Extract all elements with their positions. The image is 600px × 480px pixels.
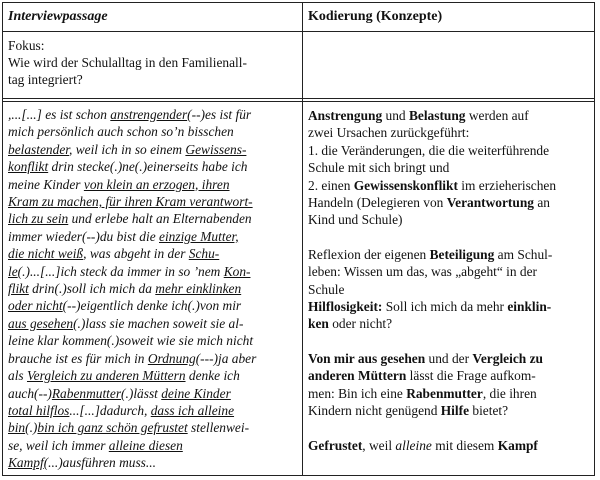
header-divider [3, 31, 594, 32]
coding-line [308, 350, 590, 367]
text-segment: Kindern nicht genügend [308, 403, 441, 419]
coding-line [308, 177, 590, 194]
text-segment: Rabenmutter [406, 385, 483, 401]
text-segment: (.) [25, 420, 38, 436]
text-segment: , weil [362, 437, 396, 453]
text-segment: an [533, 195, 550, 211]
interview-line [8, 350, 298, 367]
text-segment: Verantwortung [446, 195, 534, 211]
coding-line [308, 142, 590, 159]
text-segment: se, weil ich immer [8, 437, 109, 453]
text-segment: auch(--) [8, 385, 52, 401]
text-segment: und der [425, 350, 473, 366]
interview-line [8, 437, 298, 454]
text-segment: bietet? [469, 403, 509, 419]
paragraph-gap [308, 333, 590, 350]
coding-paragraph [308, 437, 590, 454]
header-interview-passage: Interviewpassage [8, 9, 108, 24]
text-segment: mich persönlich auch schon so’n bisschen [8, 124, 234, 140]
coding-line [308, 402, 590, 419]
focus-cell [3, 34, 302, 98]
text-segment: Schu- [188, 246, 220, 262]
text-segment: , die ihren [482, 385, 537, 401]
coding-line [308, 107, 590, 124]
text-segment: Schule [308, 281, 345, 297]
text-segment: (.)...[...]ich steck da immer in so ’nem [17, 263, 224, 279]
coding-line [308, 263, 590, 280]
text-segment: als [8, 368, 27, 384]
interview-line [8, 123, 298, 140]
text-segment: Reflexion der eigenen [308, 246, 430, 262]
interview-line [8, 176, 298, 193]
text-segment: einzige Mutter, [159, 228, 239, 244]
coding-table [2, 2, 595, 476]
text-segment: lich zu sein [8, 211, 69, 227]
focus-divider-top [3, 98, 594, 99]
interview-line [8, 158, 298, 175]
text-segment: Von mir aus gesehen [308, 350, 426, 366]
focus-divider-bottom [3, 101, 594, 102]
text-segment: anstrengender [110, 107, 188, 122]
text-segment: men: Bin ich eine [308, 385, 407, 401]
text-segment: zwei Ursachen zurückgeführt: [308, 125, 470, 141]
interview-line [8, 193, 298, 210]
text-segment: Gewissens- [185, 141, 247, 157]
text-segment: konflikt [8, 159, 49, 175]
text-segment: flikt [8, 281, 29, 297]
text-segment: 2. einen [308, 177, 354, 193]
text-segment: drin stecke(.)ne(.)einerseits habe ich [48, 159, 248, 175]
text-segment: Gewissenskonflikt [353, 177, 458, 193]
text-segment: im erzieherischen [457, 177, 557, 193]
focus-question-line-1: Wie wird der Schulalltag in den Familienall- [8, 55, 247, 70]
text-segment: ,...[...] es ist schon [8, 107, 111, 122]
text-segment: Vergleich zu [472, 350, 543, 366]
text-segment: Soll ich mich da mehr [382, 299, 508, 315]
text-segment: leine klar kommen(.)soweit wie sie mich nicht [8, 333, 254, 349]
coding-line [308, 385, 590, 402]
focus-label: Fokus: [8, 38, 45, 53]
text-segment: brauche ist es für mich in [8, 350, 148, 366]
text-segment: alleine [395, 437, 432, 453]
text-segment: von klein an erzogen, ihren [83, 176, 230, 192]
text-segment: Hilflosigkeit: [308, 299, 383, 315]
interview-line [8, 315, 298, 332]
interview-line [8, 210, 298, 227]
coding-line [308, 124, 590, 141]
text-segment: meine Kinder [8, 176, 84, 192]
interview-line [8, 263, 298, 280]
text-segment: denke ich [185, 368, 240, 384]
text-segment: leben: Wissen um das, was „abgeht“ in der [308, 264, 538, 280]
focus-coding-cell-empty [303, 34, 595, 98]
interview-line [8, 332, 298, 349]
text-segment: Kram zu machen, für ihren Kram verantwort- [8, 194, 253, 210]
interview-line [8, 297, 298, 314]
text-segment: Anstrengung [308, 108, 383, 123]
coding-line [308, 367, 590, 384]
text-segment: (--)eigentlich denke ich(.)von mir [62, 298, 242, 314]
interview-line [8, 419, 298, 436]
text-segment: Kampf [497, 437, 538, 453]
coding-line [308, 281, 590, 298]
text-segment: mit diesem [431, 437, 498, 453]
coding-line [308, 194, 590, 211]
interview-line [8, 385, 298, 402]
text-segment: (--)es ist für [187, 107, 252, 122]
coding-line [308, 437, 590, 454]
text-segment: bin [8, 420, 26, 436]
text-segment: aus gesehen [8, 315, 74, 331]
text-segment: (---)ja aber [195, 350, 257, 366]
text-segment: drin(.)soll ich mich da [28, 281, 156, 297]
text-segment: werden auf [465, 108, 529, 123]
text-segment: einklin- [507, 299, 552, 315]
interview-line [8, 228, 298, 245]
interview-line [8, 245, 298, 262]
interview-line [8, 280, 298, 297]
text-segment: (.)lass sie machen soweit sie al- [73, 315, 244, 331]
text-segment: 1. die Veränderungen, die die weiterführende [308, 142, 550, 158]
text-segment: dass ich alleine [150, 402, 235, 418]
text-segment: ...[...]dadurch, [69, 402, 151, 418]
text-segment: die nicht weiß [8, 246, 84, 262]
coding-line [308, 298, 590, 315]
coding-line [308, 315, 590, 332]
text-segment: Gefrustet [308, 437, 363, 453]
text-segment: total hilflos [8, 402, 70, 418]
text-segment: bin ich ganz schön gefrustet [37, 420, 188, 436]
text-segment: , weil ich in so einem [69, 141, 186, 157]
text-segment: oder nicht? [328, 316, 393, 332]
coding-paragraph [308, 107, 590, 229]
text-segment: Belastung [408, 108, 466, 123]
text-segment: Kampf [8, 455, 44, 471]
text-segment: mehr einklinken [155, 281, 242, 297]
focus-question-line-2: tag integriert? [8, 72, 83, 87]
paragraph-gap [308, 420, 590, 437]
interview-line [8, 367, 298, 384]
interview-line [8, 402, 298, 419]
interview-line [8, 454, 298, 471]
header-coding-concepts: Kodierung (Konzepte) [308, 9, 443, 24]
interview-passage-cell [3, 104, 302, 476]
text-segment: Beteiligung [429, 246, 495, 262]
coding-line [308, 159, 590, 176]
text-segment: und erlebe halt an Elternabenden [68, 211, 252, 227]
coding-paragraph [308, 350, 590, 420]
coding-line [308, 211, 590, 228]
text-segment: le [8, 263, 18, 279]
text-segment: oder nicht [8, 298, 63, 314]
text-segment: , was abgeht in der [83, 246, 189, 262]
text-segment: Rabenmutter [51, 385, 122, 401]
text-segment: lässt die Frage aufkom- [406, 368, 536, 384]
text-segment: immer wieder(--)du bist die [8, 228, 159, 244]
text-segment: Schule mit sich bringt und [308, 160, 450, 176]
text-segment: ken [308, 316, 329, 332]
text-segment: stellenwei- [187, 420, 250, 436]
text-segment: Kon- [223, 263, 251, 279]
text-segment: (...)ausführen muss... [43, 455, 156, 471]
text-segment: Handeln (Delegieren von [308, 195, 447, 211]
text-segment: Kind und Schule) [308, 212, 403, 228]
text-segment: Ordnung [147, 350, 196, 366]
paragraph-gap [308, 229, 590, 246]
text-segment: am Schul- [494, 246, 553, 262]
text-segment: belastender [8, 141, 69, 157]
text-segment: anderen Müttern [308, 368, 407, 384]
text-segment: Vergleich zu anderen Müttern [26, 368, 186, 384]
coding-paragraph [308, 246, 590, 333]
text-segment: alleine diesen [108, 437, 183, 453]
interview-line [8, 141, 298, 158]
interview-line [8, 106, 298, 123]
text-segment: (.)lässt [121, 385, 162, 401]
text-segment: Hilfe [440, 403, 470, 419]
text-segment: und [382, 108, 409, 123]
coding-line [308, 246, 590, 263]
coding-cell [303, 104, 595, 476]
text-segment: deine Kinder [161, 385, 231, 401]
